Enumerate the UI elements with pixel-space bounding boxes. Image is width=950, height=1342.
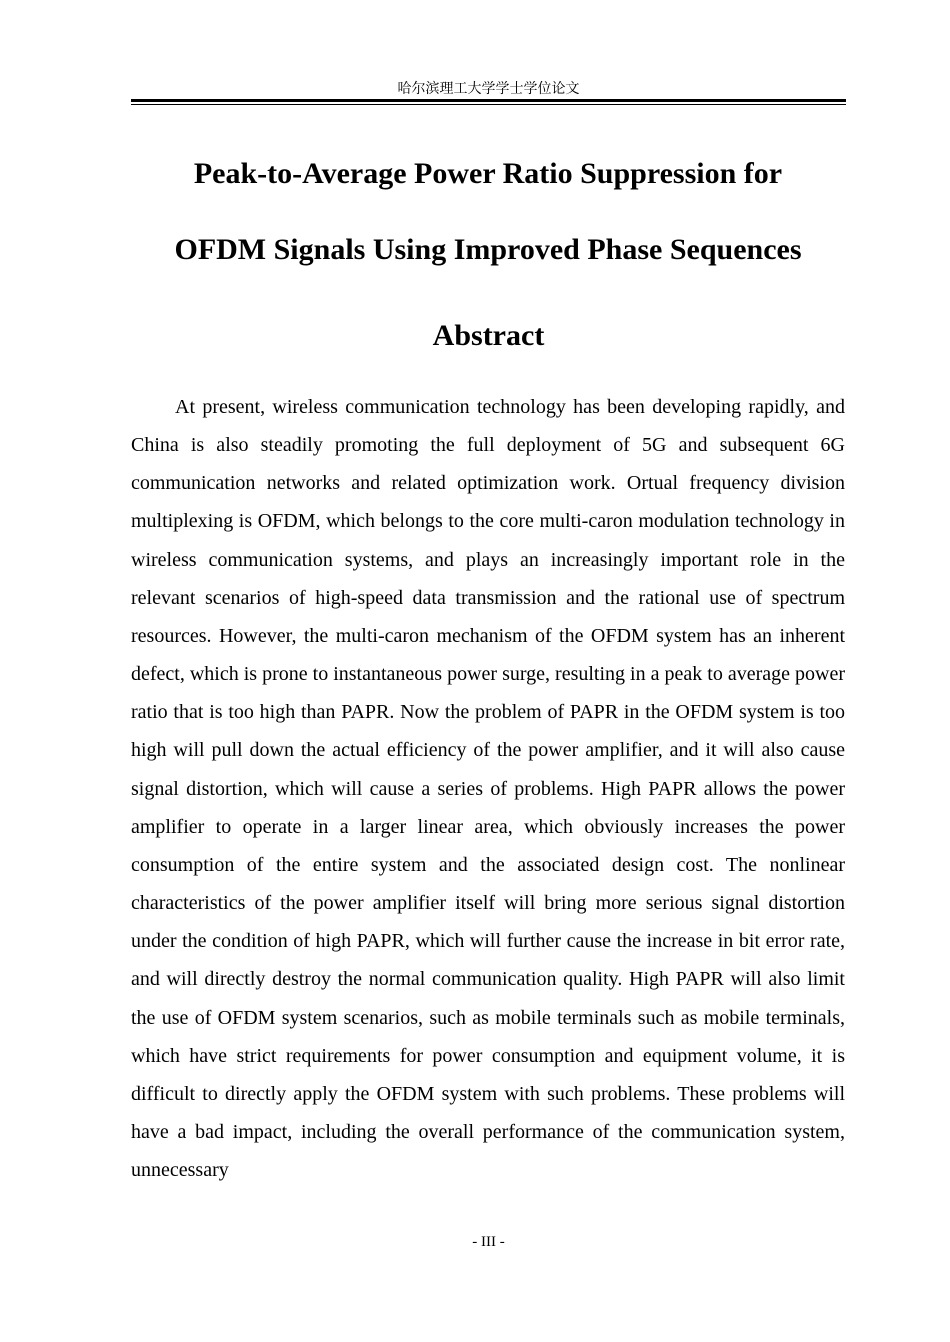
header-rule-thin — [131, 104, 846, 105]
header-rule-thick — [131, 99, 846, 102]
abstract-paragraph: At present, wireless communication technology has been developing rapidly, and China is also steadily promoting the full deployment of 5G and subsequent 6G communication networks and related optimization work. Ortual frequency division multiplexing is OFDM, which belongs to the core multi-caron modulation technology in wireless communication systems, and plays an increasingly important role in the relevant scenarios of high-speed data transmission and the rational use of spectrum resources. However, the multi-caron mechanism of the OFDM system has an inherent defect, which is prone to instantaneous power surge, resulting in a peak to average power ratio that is too high than PAPR. Now the problem of PAPR in the OFDM system is too high will pull down the actual efficiency of the power amplifier, and it will also cause signal distortion, which will cause a series of problems. High PAPR allows the power amplifier to operate in a larger linear area, which obviously increases the power consumption of the entire system and the associated design cost. The nonlinear characteristics of the power amplifier itself will bring more serious signal distortion under the condition of high PAPR, which will further cause the increase in bit error rate, and will directly destroy the normal communication quality. High PAPR will also limit the use of OFDM system scenarios, such as mobile terminals such as mobile terminals, which have strict requirements for power consumption and equipment volume, it is difficult to directly apply the OFDM system with such problems. These problems will have a bad impact, including the overall performance of the communication system, unnecessary — [131, 396, 845, 1182]
running-header: 哈尔滨理工大学学士学位论文 — [397, 81, 580, 97]
abstract-heading: Abstract — [432, 319, 545, 352]
paper-title-line-1: Peak-to-Average Power Ratio Suppression for — [193, 157, 783, 190]
page-number: - III - — [472, 1234, 505, 1250]
paper-title-line-2: OFDM Signals Using Improved Phase Sequences — [174, 233, 802, 266]
